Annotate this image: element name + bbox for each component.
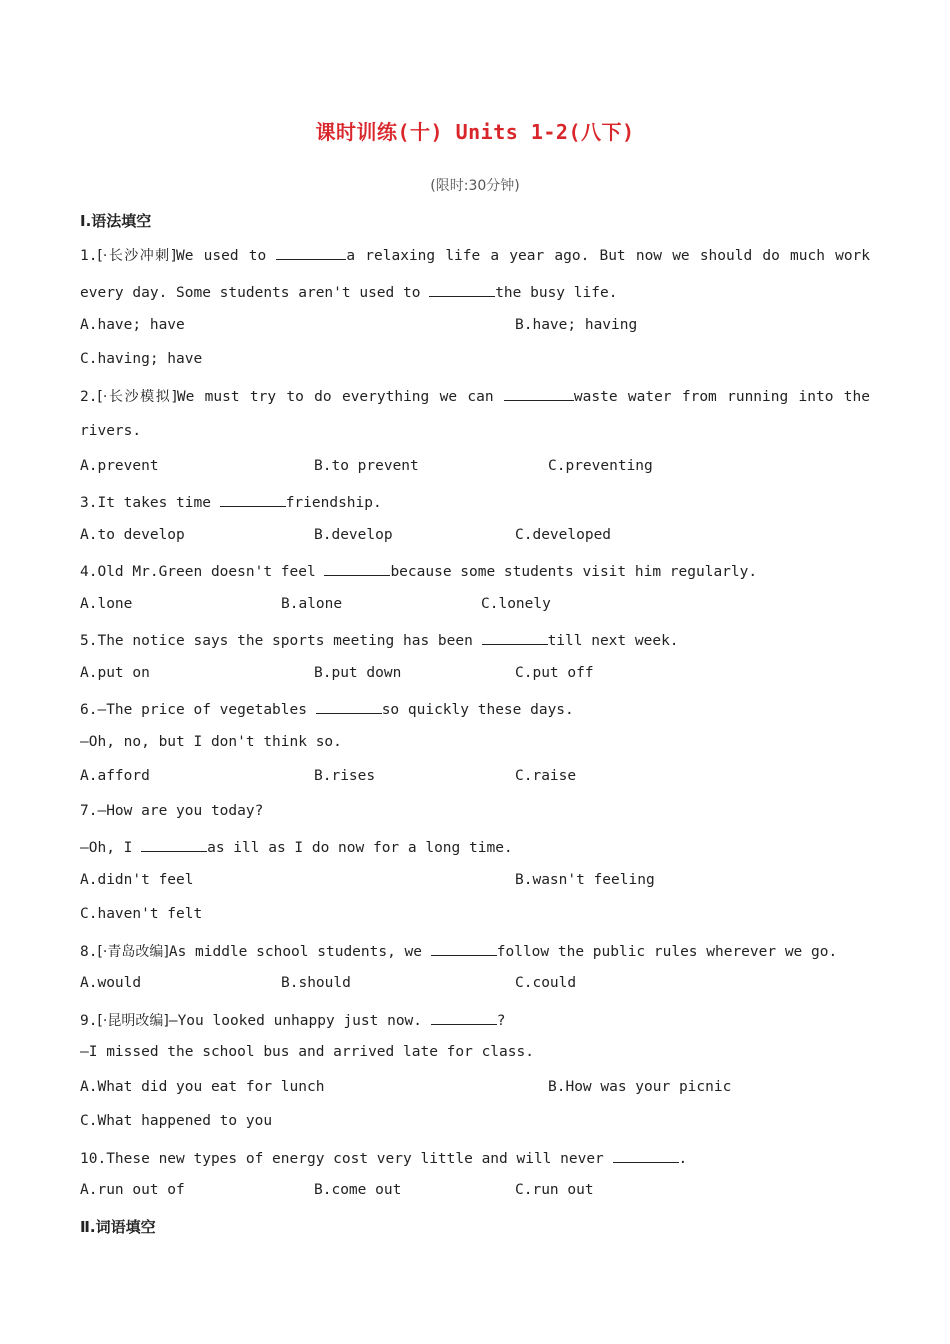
question-6-line-2: —Oh, no, but I don't think so. bbox=[80, 734, 342, 750]
option-c: C.raise bbox=[515, 768, 577, 784]
answer-blank bbox=[482, 630, 548, 645]
option-b: B.put down bbox=[314, 665, 402, 681]
option-a: A.have; have bbox=[80, 317, 185, 333]
answer-blank bbox=[429, 282, 495, 297]
option-c: C.could bbox=[515, 975, 577, 991]
option-a: A.put on bbox=[80, 665, 150, 681]
question-1-line-2: every day. Some students aren't used to the busy life. bbox=[80, 282, 617, 301]
answer-blank bbox=[504, 386, 574, 401]
question-8: 8.[·青岛改编]As middle school students, we follow the public rules wherever we go. bbox=[80, 941, 837, 961]
question-source: [·昆明改编] bbox=[97, 1013, 169, 1029]
option-b: B.develop bbox=[314, 527, 393, 543]
option-c: C.run out bbox=[515, 1182, 594, 1198]
option-a: A.to develop bbox=[80, 527, 185, 543]
answer-blank bbox=[220, 492, 286, 507]
question-9-line-2: —I missed the school bus and arrived late for class. bbox=[80, 1044, 534, 1060]
option-a: A.run out of bbox=[80, 1182, 185, 1198]
section-heading-vocabulary: Ⅱ.词语填空 bbox=[80, 1218, 156, 1236]
option-b: B.have; having bbox=[515, 317, 638, 333]
question-7-line-1: 7.—How are you today? bbox=[80, 803, 264, 819]
option-b: B.rises bbox=[314, 768, 376, 784]
option-a: A.didn't feel bbox=[80, 872, 194, 888]
question-1-line-1: 1.[·长沙冲刺]We used to a relaxing life a year ago. But now we should do much work bbox=[80, 245, 870, 265]
answer-blank bbox=[316, 699, 382, 714]
option-c: C.developed bbox=[515, 527, 612, 543]
answer-blank bbox=[613, 1148, 679, 1163]
option-a: A.afford bbox=[80, 768, 150, 784]
question-source: [·长沙冲刺] bbox=[97, 248, 177, 264]
option-c: C.put off bbox=[515, 665, 594, 681]
answer-blank bbox=[431, 1010, 497, 1025]
option-a: A.What did you eat for lunch bbox=[80, 1079, 325, 1095]
option-b: B.come out bbox=[314, 1182, 402, 1198]
question-3: 3.It takes time friendship. bbox=[80, 492, 382, 511]
option-a: A.prevent bbox=[80, 458, 159, 474]
question-7-line-2: —Oh, I as ill as I do now for a long time. bbox=[80, 837, 513, 856]
question-6-line-1: 6.—The price of vegetables so quickly these days. bbox=[80, 699, 574, 718]
question-10: 10.These new types of energy cost very little and will never . bbox=[80, 1148, 687, 1167]
answer-blank bbox=[431, 941, 497, 956]
question-source: [·青岛改编] bbox=[97, 944, 169, 960]
answer-blank bbox=[141, 837, 207, 852]
option-b: B.should bbox=[281, 975, 351, 991]
option-b: B.to prevent bbox=[314, 458, 419, 474]
answer-blank bbox=[324, 561, 390, 576]
question-2-line-1: 2.[·长沙模拟]We must try to do everything we can waste water from running into the bbox=[80, 386, 870, 406]
option-c: C.haven't felt bbox=[80, 906, 203, 922]
option-a: A.would bbox=[80, 975, 142, 991]
question-9-line-1: 9.[·昆明改编]—You looked unhappy just now. ? bbox=[80, 1010, 505, 1030]
time-limit: (限时:30分钟) bbox=[430, 178, 520, 194]
page-title: 课时训练(十) Units 1-2(八下) bbox=[315, 120, 635, 144]
option-c: C.lonely bbox=[481, 596, 551, 612]
question-source: [·长沙模拟] bbox=[97, 389, 177, 405]
option-c: C.preventing bbox=[548, 458, 653, 474]
section-heading-grammar: Ⅰ.语法填空 bbox=[80, 212, 152, 230]
option-b: B.How was your picnic bbox=[548, 1079, 732, 1095]
option-b: B.wasn't feeling bbox=[515, 872, 655, 888]
option-a: A.lone bbox=[80, 596, 133, 612]
question-4: 4.Old Mr.Green doesn't feel because some students visit him regularly. bbox=[80, 561, 757, 580]
answer-blank bbox=[276, 245, 346, 260]
option-c: C.having; have bbox=[80, 351, 203, 367]
question-5: 5.The notice says the sports meeting has been till next week. bbox=[80, 630, 679, 649]
option-b: B.alone bbox=[281, 596, 343, 612]
option-c: C.What happened to you bbox=[80, 1113, 273, 1129]
question-2-line-2: rivers. bbox=[80, 423, 142, 439]
